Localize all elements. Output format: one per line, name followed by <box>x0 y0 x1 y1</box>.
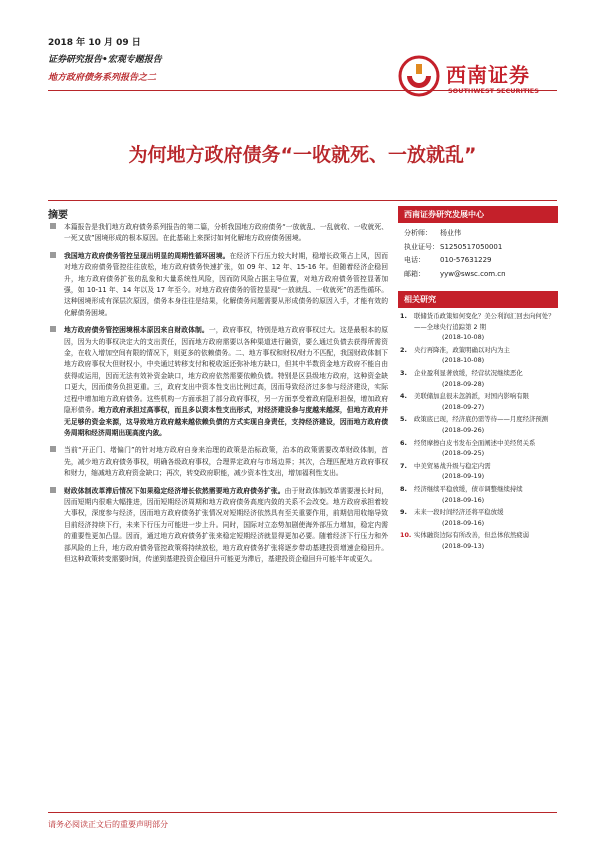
related-item-title: 经贸摩擦白皮书发布全面阐述中美经贸关系 <box>414 438 536 447</box>
header-divider <box>48 90 557 91</box>
analyst-row <box>404 268 552 282</box>
email-link[interactable]: yyw@swsc.com.cn <box>440 269 506 278</box>
related-research-heading: 相关研究 <box>398 291 558 308</box>
related-item-date: (2018-09-28) <box>442 379 485 388</box>
related-item-number: 6. <box>400 438 407 447</box>
related-item-number: 7. <box>400 461 407 470</box>
analyst-info <box>398 223 558 283</box>
abstract-paragraph <box>48 445 388 479</box>
report-series: 地方政府债务系列报告之二 <box>48 73 157 83</box>
paragraph-conclusion: 地方政府承担过高事权，而且多以资本性支出形式，对经济建设参与度越来越深，但地方政府并无足够的资金来源，这导致地方政府越来越依赖负债的方式实现自身责任，支持经济建设，因而地方政府债务周期和经济周期出现高度内敛。 <box>64 406 389 437</box>
related-item-date: (2018-10-08) <box>442 333 485 342</box>
paragraph-text: 本篇报告是我们地方政府债务系列报告的第二篇，分析我国地方政府债务“一放就乱、一乱就收、一收就死、一死又放”困境形成的根本原因。在此基础上来探讨如何化解地方政府债务困境。 <box>64 223 388 243</box>
related-item-date: (2018-09-26) <box>442 425 485 434</box>
related-item-number: 3. <box>400 368 407 377</box>
related-item-title: 未来一段时间经济还将平稳放缓 <box>414 508 504 517</box>
logo-name-cn: 西南证券 <box>446 63 530 87</box>
related-item-title: 联储货币政策如何变化？美公利润汇回去向何处？——全球央行追踪第 2 期 <box>414 312 555 331</box>
analyst-name: 杨业伟 <box>440 229 461 237</box>
related-item-title: 央行再降准，政策明确以对内为主 <box>414 345 510 354</box>
analyst-row <box>404 227 552 241</box>
related-item-number: 10. <box>400 531 412 540</box>
related-item-date: (2018-09-19) <box>442 472 485 481</box>
related-item-title: 经济继续平稳放缓，债市调整继续持续 <box>414 484 523 493</box>
abstract-paragraph <box>48 325 388 439</box>
related-item-number: 2. <box>400 345 407 354</box>
analyst-row <box>404 241 552 255</box>
paragraph-lead: 地方政府债务管控困境根本原因来自财政体制。 <box>64 326 209 335</box>
title-divider <box>48 200 557 201</box>
email-label: 邮箱： <box>404 269 425 278</box>
paragraph-text: 一，政府事权，特别是地方政府事权过大。这是最根本的原因，因为大的事权决定大的支出责任，因而地方政府需要以各种渠道进行融资，要么通过负债去获得所需资金，在收入增加空间有限的情况下，则更多的依赖债务。二、地方事权和财权/财力不匹配，我国财政体制下地方政府事权大但财权小，中央通过转移支付和税收返还弥补地方缺口，但其中半数资金地方政府不能自由获得或运用，因而无法有效补资金缺口，地方政府依然需要依赖负债。特别是区县级地方政府，这种资金缺口更大，因而债务负担更重。三，政府支出中资本性支出比例过高，因而导致经济过多参与经济建设，实际过程中增加地方政府债务。这些机构一方面承担了部分政府事权，另一方面享受着政府隐形担保，增加政府隐形债务。 <box>64 326 389 415</box>
paragraph-text: 由于财政体制改革需要漫长时间，因而短期内很难大幅推进，因而短期经济周期和地方政府债务高度内敛的关系不会改变。地方政府承担着较大事权，深度参与经济，因而地方政府债务扩张情况对短期经济依然具有至关重要作用，前期信用收缩导致目前经济持续下行，未来下行压力可能进一步上升。同时，国际对立态势加剧使海外部压力增加，稳定内需的重要性更加凸显。因而，通过地方政府债务扩张来稳定短期经济就显得更加必要。随着经济下行压力和外部风险的上升，地方政府债务管控政策将持续放松，地方政府债务扩张将逐步带动基建投资增速企稳回升。但这种政策转变需要时间，传递到基建投资企稳回升可能更为滞后，基建投资企稳回升可能半年或更久。 <box>64 486 389 563</box>
abstract-paragraph <box>48 222 388 245</box>
analyst-row <box>404 254 552 268</box>
paragraph-text: 在经济下行压力较大时期，稳增长政策占上风，因而对地方政府债务管控往往放松，地方政府债务快速扩张，如 09 年、12 年、15-16 年。但随着经济企稳回升，地方政府债务扩张的乱象和大量系统性风险，因而防风险占据主导位置，对地方政府债务管控显著加强，如 10-11 年、14 年以及 17 年至今。对地方政府债务的管控显现“一放就乱、一收就死”的恶性循环。这种困境形成有深层次原因，债务本身往往是结果，化解债务问题需要从形成债务的原因入手，才能有效的化解债务困境。 <box>64 251 389 317</box>
license-number: S1250517050001 <box>440 242 503 251</box>
related-item-title: 实体融资边际有所改善，但总体依然疲弱 <box>414 531 530 540</box>
related-item-title: 政策底已现，经济底仍需等待——月度经济预测 <box>414 415 549 424</box>
related-item-date: (2018-09-27) <box>442 402 485 411</box>
phone-number: 010-57631229 <box>440 256 492 264</box>
report-date: 2018 年 10 月 09 日 <box>48 38 141 48</box>
square-bullet-icon <box>50 446 56 452</box>
abstract-paragraph <box>48 486 388 566</box>
related-item-number: 5. <box>400 415 407 424</box>
related-item-date: (2018-10-08) <box>442 356 485 365</box>
phone-label: 电话： <box>404 256 425 264</box>
related-item[interactable] <box>400 507 556 528</box>
square-bullet-icon <box>50 326 56 332</box>
sidebar <box>398 206 558 553</box>
square-bullet-icon <box>50 487 56 493</box>
related-item-date: (2018-09-16) <box>442 495 485 504</box>
related-item-title: 中美贸易战升级与稳定内需 <box>414 461 491 470</box>
related-item[interactable] <box>400 391 556 412</box>
report-type: 证券研究报告•宏观专题报告 <box>48 55 162 65</box>
square-bullet-icon <box>50 223 56 229</box>
footer-divider <box>48 812 557 813</box>
abstract-heading: 摘要 <box>48 210 68 221</box>
related-item[interactable] <box>400 345 556 366</box>
related-research-list <box>398 308 558 551</box>
related-item[interactable] <box>400 461 556 482</box>
institute-heading: 西南证券研究发展中心 <box>398 206 558 223</box>
related-item-number: 9. <box>400 508 407 517</box>
related-item-number: 4. <box>400 392 407 401</box>
company-logo <box>398 55 558 107</box>
related-item-date: (2018-09-25) <box>442 449 485 458</box>
related-item-title: 美联储加息很未忽鸽派，对国内影响有限 <box>414 392 530 401</box>
related-item[interactable] <box>400 414 556 435</box>
related-item-date: (2018-09-13) <box>442 541 485 550</box>
related-item-number: 8. <box>400 484 407 493</box>
related-item-date: (2018-09-16) <box>442 518 485 527</box>
logo-name-en: SOUTHWEST SECURITIES <box>448 87 539 95</box>
analyst-label: 分析师： <box>404 229 432 237</box>
footer-disclaimer: 请务必阅读正文后的重要声明部分 <box>48 820 168 829</box>
related-item-number: 1. <box>400 312 407 320</box>
paragraph-text: 当前“开正门、堵偏门”的针对地方政府自身来治理的政策是治标政策，治本的政策需要改革财政体制，首先，减少地方政府债务事权，明确各级政府事权，合理界定政府与市场边界；其次，合理匹配地方政府事权和财力，缩减地方政府资金缺口；再次，转变政府职能，减少资本性支出，增加福利性支出。 <box>64 446 388 478</box>
paragraph-lead: 财政体制改革滞后情况下如果稳定经济增长依然需要地方政府债务扩张。 <box>64 486 285 495</box>
related-item[interactable] <box>400 530 556 551</box>
abstract-paragraph <box>48 251 388 319</box>
square-bullet-icon <box>50 252 56 258</box>
related-item[interactable] <box>400 311 556 343</box>
related-item[interactable] <box>400 484 556 505</box>
paragraph-lead: 我国地方政府债务管控呈现出明显的周期性循环困境。 <box>64 251 230 260</box>
report-title: 为何地方政府债务“一收就死、一放就乱” <box>128 144 477 166</box>
related-item-title: 企业盈利显著放缓，经营状况继续恶化 <box>414 368 523 377</box>
related-item[interactable] <box>400 368 556 389</box>
related-item[interactable] <box>400 438 556 459</box>
license-label: 执业证号： <box>404 242 439 251</box>
abstract-body <box>48 222 388 571</box>
